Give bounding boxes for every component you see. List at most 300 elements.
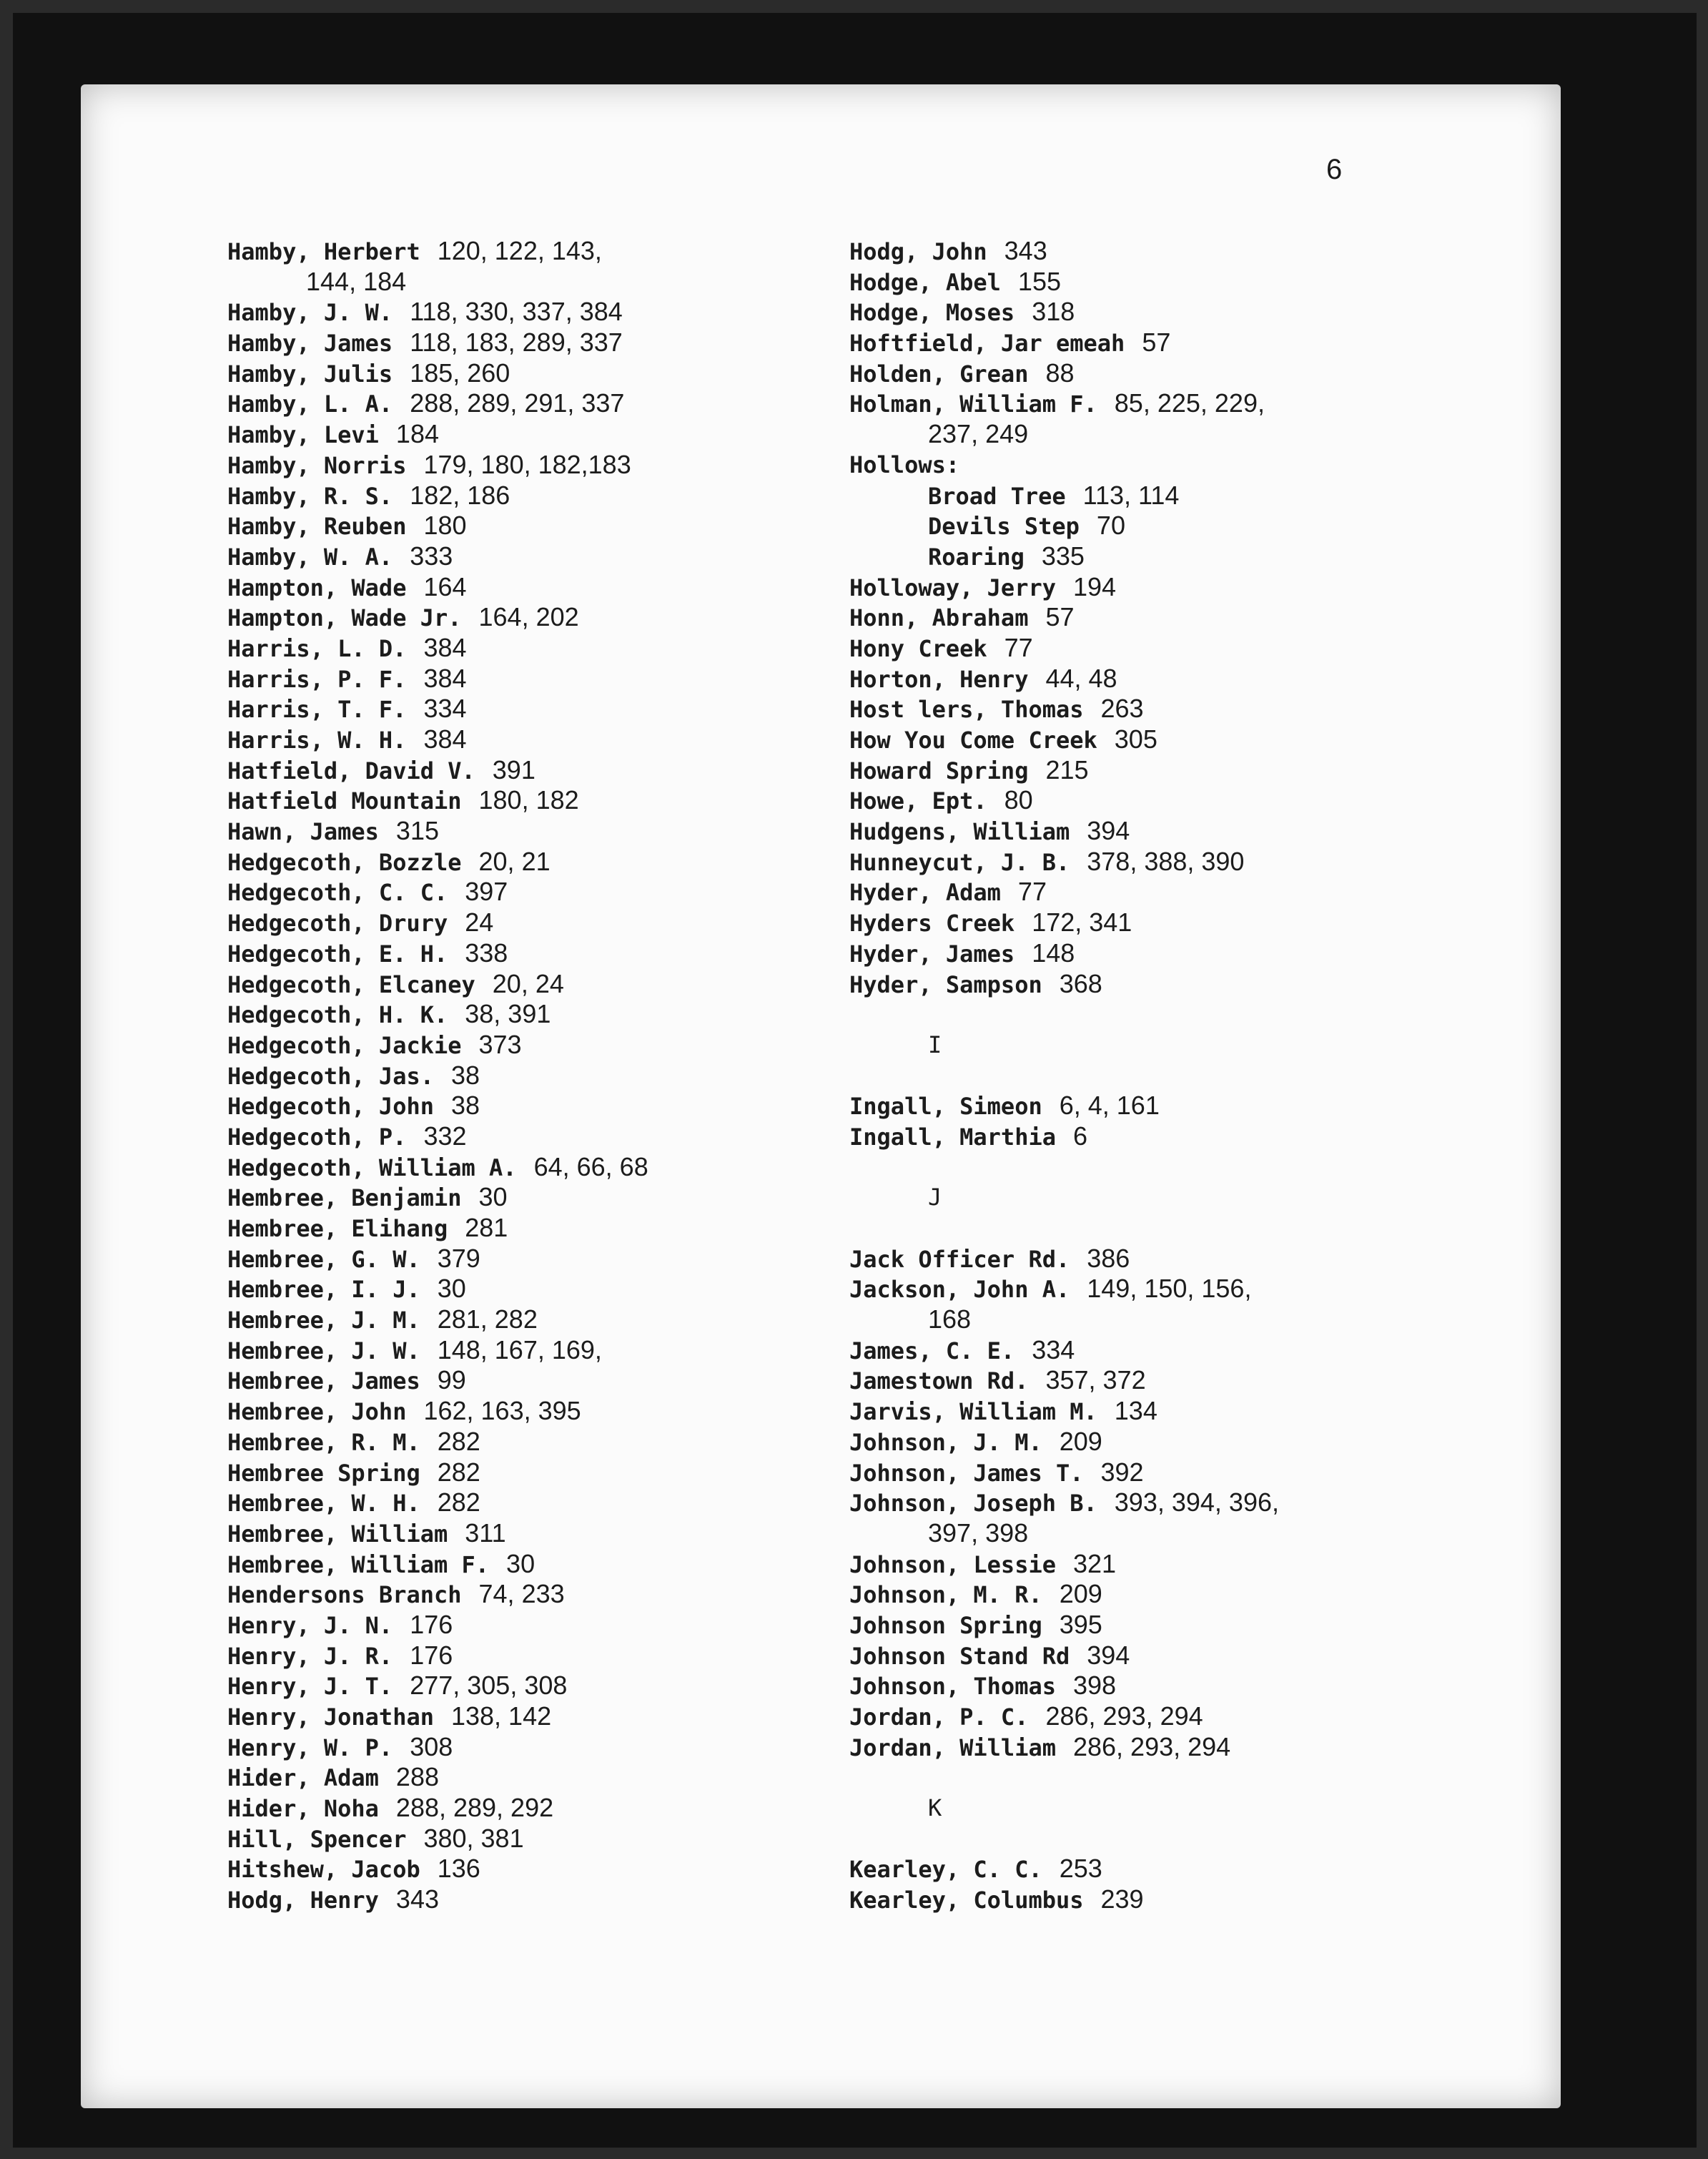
index-entry	[849, 1427, 1479, 1457]
entry-pages: 6	[1072, 1121, 1088, 1151]
entry-pages: 343	[395, 1884, 439, 1914]
entry-pages: 281	[465, 1213, 508, 1242]
index-entry	[849, 664, 1479, 694]
entry-name: Hamby, J. W.	[227, 299, 393, 327]
index-entry	[849, 969, 1479, 1000]
index-entry	[849, 908, 1479, 938]
entry-pages: 118, 330, 337, 384	[410, 297, 623, 327]
entry-pages: 134	[1114, 1396, 1157, 1426]
entry-name: Hider, Adam	[227, 1764, 379, 1792]
entry-pages: 194	[1072, 571, 1117, 601]
index-entry	[849, 724, 1479, 755]
index-entry	[849, 1274, 1479, 1304]
index-entry	[849, 450, 1479, 481]
entry-pages: 172, 341	[1032, 908, 1132, 938]
index-entry	[227, 236, 828, 267]
entry-pages: 380, 381	[423, 1823, 524, 1853]
entry-name: Johnson, J. M.	[849, 1428, 1042, 1456]
index-entry	[227, 1854, 828, 1884]
index-entry	[227, 724, 828, 755]
entry-name: Ingall, Simeon	[849, 1093, 1042, 1121]
entry-pages: 77	[1004, 632, 1033, 662]
entry-name: Jarvis, William M.	[849, 1398, 1097, 1426]
entry-name: Howard Spring	[849, 757, 1029, 785]
entry-name: Horton, Henry	[849, 665, 1029, 693]
entry-pages: 30	[437, 1274, 466, 1304]
index-entry	[227, 358, 828, 389]
index-entry	[227, 1732, 828, 1763]
entry-pages: 263	[1100, 694, 1144, 724]
entry-name: Hodge, Abel	[849, 268, 1001, 296]
entry-name: How You Come Creek	[849, 727, 1097, 754]
entry-pages: 20, 24	[492, 968, 564, 998]
entry-pages: 180	[423, 511, 467, 541]
entry-name: Hodge, Moses	[849, 299, 1015, 327]
entry-pages: 6, 4, 161	[1059, 1091, 1160, 1121]
entry-name: Johnson, M. R.	[849, 1581, 1042, 1609]
index-entry	[227, 1824, 828, 1854]
entry-pages: 368	[1059, 968, 1102, 998]
index-entry	[849, 1579, 1479, 1610]
entry-name: Hembree, R. M.	[227, 1428, 420, 1456]
entry-pages: 164	[423, 571, 467, 601]
index-entry	[849, 328, 1479, 358]
entry-pages: 209	[1059, 1426, 1102, 1456]
entry-name: Johnson Stand Rd	[849, 1642, 1070, 1670]
section-letter: K	[928, 1794, 942, 1822]
index-entry	[849, 1244, 1479, 1274]
entry-name: Kearley, Columbus	[849, 1887, 1084, 1914]
entry-pages: 162, 163, 395	[423, 1396, 581, 1426]
index-entry	[227, 1061, 828, 1091]
index-entry	[227, 1121, 828, 1152]
entry-name: Harris, W. H.	[227, 727, 407, 754]
entry-name: Henry, J. T.	[227, 1673, 393, 1701]
index-entry	[849, 388, 1479, 419]
entry-name: Harris, P. F.	[227, 665, 407, 693]
entry-pages: 74, 233	[478, 1579, 565, 1609]
index-entry	[227, 419, 828, 450]
entry-pages: 288, 289, 291, 337	[410, 388, 625, 418]
entry-pages: 85, 225, 229,	[1114, 388, 1265, 418]
entry-pages: 80	[1004, 785, 1033, 815]
index-entry	[227, 1610, 828, 1641]
index-entry	[227, 999, 828, 1030]
index-entry	[227, 511, 828, 541]
entry-name: Hollows:	[849, 451, 960, 478]
entry-name: Hedgecoth, C. C.	[227, 879, 448, 907]
index-entry-continuation: 144, 184	[306, 266, 407, 296]
index-entry	[227, 1213, 828, 1244]
index-entry	[227, 1701, 828, 1732]
entry-pages: 136	[437, 1854, 480, 1884]
entry-name: Hamby, Levi	[227, 421, 379, 449]
entry-pages: 70	[1096, 511, 1125, 541]
entry-pages: 394	[1087, 1640, 1130, 1670]
index-entry	[849, 816, 1479, 847]
entry-pages: 391	[492, 754, 535, 785]
entry-name: Holman, William F.	[849, 390, 1097, 418]
entry-name: Broad Tree	[928, 482, 1066, 510]
entry-name: Hedgecoth, P.	[227, 1123, 407, 1151]
index-entry	[849, 1854, 1479, 1884]
entry-name: Johnson, James T.	[849, 1459, 1084, 1487]
entry-pages: 343	[1004, 236, 1047, 265]
blank-line	[849, 1061, 1479, 1091]
index-column-left	[227, 236, 828, 1915]
entry-pages: 394	[1087, 816, 1130, 846]
entry-name: Howe, Ept.	[849, 787, 987, 815]
entry-name: Henry, Jonathan	[227, 1703, 434, 1731]
index-entry	[227, 816, 828, 847]
index-entry	[227, 1641, 828, 1671]
entry-name: Kearley, C. C.	[849, 1856, 1042, 1884]
entry-name: Hedgecoth, Elcaney	[227, 970, 475, 998]
index-entry	[849, 602, 1479, 633]
entry-name: Hamby, Norris	[227, 451, 407, 479]
entry-pages: 44, 48	[1045, 663, 1117, 693]
index-entry	[227, 1762, 828, 1793]
index-entry	[849, 877, 1479, 908]
entry-name: Hatfield, David V.	[227, 757, 475, 785]
entry-name: Hudgens, William	[849, 818, 1070, 846]
entry-pages: 184	[395, 419, 439, 449]
index-entry	[227, 297, 828, 328]
index-entry	[227, 633, 828, 664]
index-entry	[849, 938, 1479, 969]
entry-name: Devils Step	[928, 513, 1080, 541]
entry-name: Hedgecoth, Drury	[227, 910, 448, 938]
entry-pages: 149, 150, 156,	[1087, 1274, 1252, 1304]
entry-name: Hill, Spencer	[227, 1825, 407, 1853]
index-entry	[227, 388, 828, 419]
entry-name: Hembree, J. M.	[227, 1307, 420, 1334]
entry-name: Hembree, G. W.	[227, 1245, 420, 1273]
entry-name: Hyder, James	[849, 940, 1015, 968]
index-entry	[227, 908, 828, 938]
entry-name: Jack Officer Rd.	[849, 1245, 1070, 1273]
entry-pages: 286, 293, 294	[1045, 1701, 1203, 1731]
index-entry	[227, 481, 828, 511]
index-entry	[227, 1335, 828, 1366]
entry-name: Ingall, Marthia	[849, 1123, 1056, 1151]
entry-name: Hamby, W. A.	[227, 543, 393, 571]
index-entry	[227, 847, 828, 877]
entry-name: Johnson Spring	[849, 1611, 1042, 1639]
entry-pages: 334	[423, 694, 467, 724]
index-entry	[849, 755, 1479, 786]
index-entry	[849, 1701, 1479, 1732]
entry-name: Honn, Abraham	[849, 604, 1029, 632]
index-entry	[849, 1732, 1479, 1763]
entry-name: Hedgecoth, Jackie	[227, 1031, 462, 1059]
entry-name: Hembree, Benjamin	[227, 1184, 462, 1212]
index-entry-continuation: 397, 398	[928, 1518, 1029, 1548]
index-entry	[227, 1549, 828, 1580]
entry-pages: 215	[1045, 754, 1089, 785]
entry-name: Hembree, I. J.	[227, 1276, 420, 1304]
entry-name: Hembree, James	[227, 1367, 420, 1395]
entry-pages: 38, 391	[465, 999, 551, 1029]
entry-pages: 384	[423, 663, 467, 693]
index-entry	[227, 1487, 828, 1518]
entry-pages: 282	[437, 1457, 480, 1487]
index-entry	[849, 236, 1479, 267]
entry-pages: 338	[465, 938, 508, 968]
entry-pages: 185, 260	[410, 358, 510, 388]
entry-name: Hembree Spring	[227, 1459, 420, 1487]
index-entry	[227, 938, 828, 969]
entry-pages: 398	[1072, 1671, 1117, 1701]
index-entry	[849, 1121, 1479, 1152]
entry-name: Hembree, William F.	[227, 1550, 490, 1578]
entry-name: Jackson, John A.	[849, 1276, 1070, 1304]
entry-pages: 57	[1045, 602, 1075, 632]
entry-pages: 120, 122, 143,	[437, 236, 602, 265]
entry-name: Hedgecoth, H. K.	[227, 1001, 448, 1029]
entry-name: Hembree, John	[227, 1398, 407, 1426]
index-entry	[849, 1457, 1479, 1488]
entry-name: Hembree, J. W.	[227, 1337, 420, 1364]
entry-name: Hyders Creek	[849, 910, 1015, 938]
entry-name: Jamestown Rd.	[849, 1367, 1029, 1395]
index-entry	[849, 1610, 1479, 1641]
entry-pages: 384	[423, 632, 467, 662]
entry-name: Hamby, L. A.	[227, 390, 393, 418]
index-entry	[227, 1274, 828, 1304]
blank-line	[849, 1762, 1479, 1793]
page-number: 6	[1326, 154, 1343, 185]
entry-pages: 24	[465, 908, 494, 938]
blank-line	[849, 999, 1479, 1030]
index-entry	[227, 1152, 828, 1183]
entry-name: Hider, Noha	[227, 1795, 379, 1823]
index-entry	[227, 1091, 828, 1121]
index-entry	[849, 297, 1479, 328]
entry-pages: 281, 282	[437, 1304, 538, 1334]
entry-name: Hembree, William	[227, 1520, 448, 1548]
entry-pages: 38	[450, 1091, 480, 1121]
entry-pages: 30	[506, 1548, 535, 1578]
index-entry	[849, 633, 1479, 664]
index-entry	[227, 328, 828, 358]
entry-pages: 99	[437, 1365, 466, 1395]
entry-pages: 118, 183, 289, 337	[410, 328, 623, 358]
entry-pages: 321	[1072, 1548, 1117, 1578]
entry-name: James, C. E.	[849, 1337, 1015, 1364]
blank-line	[849, 1824, 1479, 1854]
entry-pages: 395	[1059, 1609, 1102, 1639]
entry-pages: 378, 388, 390	[1087, 846, 1245, 876]
index-entry	[227, 1671, 828, 1701]
entry-name: Henry, J. R.	[227, 1642, 393, 1670]
entry-name: Hedgecoth, Jas.	[227, 1062, 434, 1090]
entry-name: Hawn, James	[227, 818, 379, 846]
entry-pages: 332	[423, 1121, 467, 1151]
blank-line	[849, 1152, 1479, 1183]
entry-name: Holden, Grean	[849, 360, 1029, 388]
entry-name: Harris, T. F.	[227, 696, 407, 724]
entry-name: Hembree, W. H.	[227, 1490, 420, 1518]
entry-pages: 335	[1041, 541, 1085, 571]
entry-pages: 308	[410, 1731, 453, 1761]
index-entry	[227, 785, 828, 816]
section-letter: J	[928, 1184, 942, 1211]
index-column-right	[849, 236, 1479, 1915]
entry-pages: 164, 202	[478, 602, 579, 632]
index-entry	[227, 1030, 828, 1061]
entry-name: Henry, W. P.	[227, 1733, 393, 1761]
entry-pages: 20, 21	[478, 846, 551, 876]
entry-pages: 179, 180, 182,183	[423, 449, 631, 479]
entry-name: Hamby, Reuben	[227, 513, 407, 541]
entry-name: Hembree, Elihang	[227, 1215, 448, 1242]
entry-pages: 386	[1087, 1243, 1130, 1273]
entry-name: Harris, L. D.	[227, 634, 407, 662]
entry-pages: 30	[478, 1182, 508, 1212]
entry-pages: 286, 293, 294	[1072, 1731, 1231, 1761]
entry-name: Hatfield Mountain	[227, 787, 462, 815]
index-entry	[227, 572, 828, 603]
entry-pages: 288, 289, 292	[395, 1793, 554, 1823]
entry-pages: 155	[1017, 266, 1061, 296]
entry-name: Host lers, Thomas	[849, 696, 1084, 724]
entry-pages: 38	[450, 1060, 480, 1090]
entry-name: Hampton, Wade	[227, 574, 407, 601]
index-entry	[849, 1549, 1479, 1580]
entry-pages: 239	[1100, 1884, 1144, 1914]
index-entry	[227, 1304, 828, 1335]
index-entry	[227, 877, 828, 908]
entry-pages: 176	[410, 1640, 453, 1670]
entry-pages: 379	[437, 1243, 480, 1273]
index-entry	[227, 450, 828, 481]
entry-pages: 373	[478, 1029, 522, 1059]
entry-name: Hoftfield, Jar emeah	[849, 330, 1125, 358]
entry-name: Hamby, Julis	[227, 360, 393, 388]
entry-pages: 138, 142	[450, 1701, 552, 1731]
entry-pages: 148	[1032, 938, 1075, 968]
index-entry-continuation: 168	[928, 1304, 972, 1334]
index-entry	[849, 694, 1479, 724]
entry-pages: 393, 394, 396,	[1114, 1487, 1279, 1518]
entry-pages: 384	[423, 724, 467, 754]
index-subentry	[849, 541, 1479, 572]
entry-pages: 182, 186	[410, 480, 510, 510]
blank-line	[849, 1213, 1479, 1244]
entry-name: Hyder, Sampson	[849, 970, 1042, 998]
index-entry	[227, 1793, 828, 1824]
entry-name: Hedgecoth, E. H.	[227, 940, 448, 968]
index-entry	[849, 1335, 1479, 1366]
entry-name: Hedgecoth, Bozzle	[227, 848, 462, 876]
entry-pages: 282	[437, 1487, 480, 1518]
index-entry	[849, 1671, 1479, 1701]
index-entry	[849, 785, 1479, 816]
entry-pages: 315	[395, 816, 439, 846]
entry-name: Hony Creek	[849, 634, 987, 662]
entry-name: Hodg, Henry	[227, 1887, 379, 1914]
index-entry	[849, 358, 1479, 389]
entry-name: Johnson, Lessie	[849, 1550, 1056, 1578]
entry-name: Hedgecoth, John	[227, 1093, 434, 1121]
index-entry	[849, 1091, 1479, 1121]
index-entry	[227, 1365, 828, 1396]
index-subentry	[849, 481, 1479, 511]
index-entry	[227, 541, 828, 572]
entry-name: Hamby, Herbert	[227, 238, 420, 265]
entry-pages: 176	[410, 1609, 453, 1639]
index-entry	[227, 1427, 828, 1457]
entry-pages: 180, 182	[478, 785, 579, 815]
entry-pages: 57	[1142, 328, 1171, 358]
index-entry	[849, 1365, 1479, 1396]
entry-name: Hunneycut, J. B.	[849, 848, 1070, 876]
entry-pages: 148, 167, 169,	[437, 1334, 602, 1364]
entry-pages: 357, 372	[1045, 1365, 1146, 1395]
entry-pages: 333	[410, 541, 453, 571]
index-entry	[849, 847, 1479, 877]
entry-name: Johnson, Thomas	[849, 1673, 1056, 1701]
entry-pages: 397	[465, 877, 508, 907]
entry-name: Henry, J. N.	[227, 1611, 393, 1639]
entry-pages: 253	[1059, 1854, 1102, 1884]
index-entry	[849, 267, 1479, 297]
index-entry	[849, 1487, 1479, 1518]
index-entry	[227, 602, 828, 633]
entry-pages: 305	[1114, 724, 1157, 754]
index-entry	[227, 1396, 828, 1427]
entry-name: Jordan, P. C.	[849, 1703, 1029, 1731]
index-entry	[849, 1396, 1479, 1427]
entry-name: Hitshew, Jacob	[227, 1856, 420, 1884]
entry-name: Hamby, James	[227, 330, 393, 358]
entry-name: Hendersons Branch	[227, 1581, 462, 1609]
index-subentry	[849, 511, 1479, 541]
entry-pages: 209	[1059, 1579, 1102, 1609]
index-entry	[227, 1884, 828, 1915]
index-entry	[849, 1884, 1479, 1915]
entry-name: Hodg, John	[849, 238, 987, 265]
section-letter: I	[928, 1031, 942, 1058]
index-entry	[227, 1457, 828, 1488]
entry-name: Hampton, Wade Jr.	[227, 604, 462, 632]
entry-pages: 318	[1032, 297, 1075, 327]
index-entry	[849, 572, 1479, 603]
index-entry	[227, 969, 828, 1000]
entry-name: Hyder, Adam	[849, 879, 1001, 907]
index-entry-continuation: 237, 249	[928, 419, 1029, 449]
entry-name: Johnson, Joseph B.	[849, 1490, 1097, 1518]
entry-pages: 77	[1017, 877, 1047, 907]
index-entry	[227, 694, 828, 724]
entry-pages: 277, 305, 308	[410, 1671, 568, 1701]
entry-pages: 392	[1100, 1457, 1144, 1487]
entry-pages: 113, 114	[1082, 480, 1180, 510]
index-entry	[849, 1641, 1479, 1671]
entry-pages: 311	[465, 1518, 506, 1548]
entry-name: Hedgecoth, William A.	[227, 1154, 517, 1181]
index-entry	[227, 1244, 828, 1274]
index-entry	[227, 755, 828, 786]
entry-name: Roaring	[928, 543, 1025, 571]
entry-pages: 288	[395, 1762, 439, 1792]
entry-name: Holloway, Jerry	[849, 574, 1056, 601]
entry-pages: 282	[437, 1426, 480, 1456]
index-entry	[227, 664, 828, 694]
entry-name: Jordan, William	[849, 1733, 1056, 1761]
index-entry	[227, 1518, 828, 1549]
